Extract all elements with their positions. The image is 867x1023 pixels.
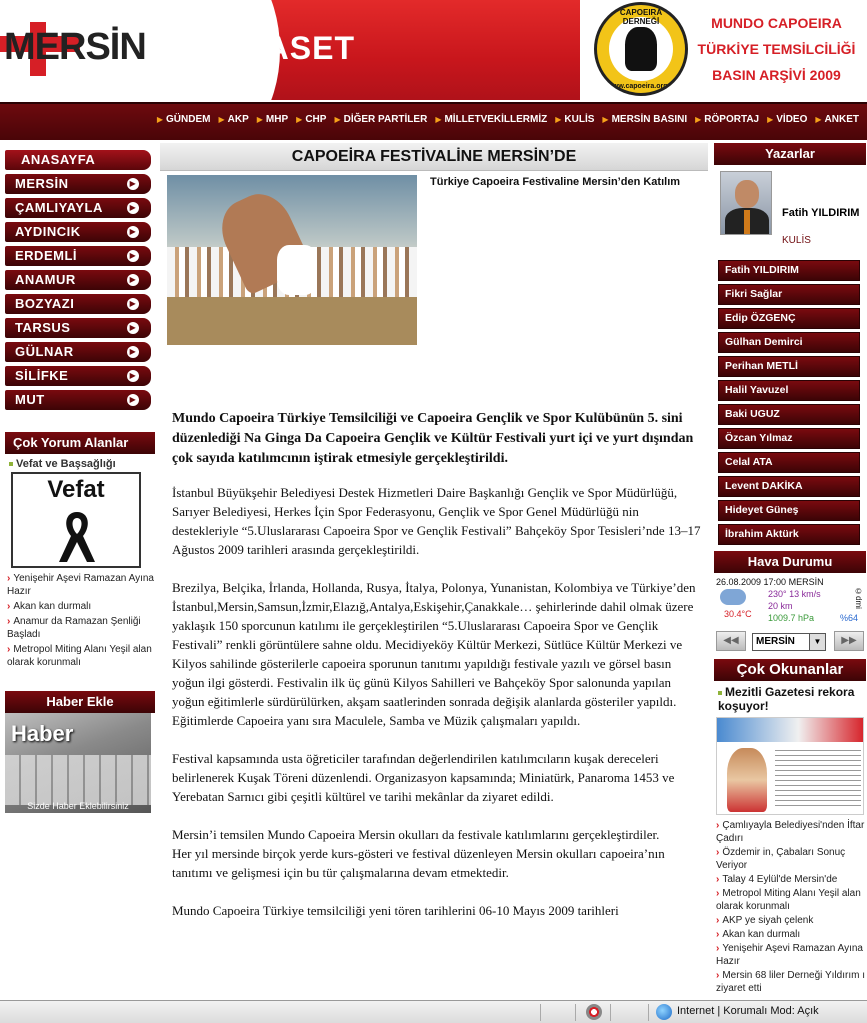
nav-item-anket[interactable]: ▶ ANKET xyxy=(815,114,859,125)
arrow-right-icon: ▶ xyxy=(815,115,822,124)
photo-ground xyxy=(167,297,417,345)
article-paragraph: Mundo Capoeira Türkiye temsilciliği yeni tören tarihlerini 06-10 Mayıs 2009 tarihleri xyxy=(172,903,619,918)
arrow-right-icon: › xyxy=(716,820,720,831)
cloud-icon xyxy=(720,589,746,605)
cok-yorum-link[interactable]: › Metropol Miting Alanı Yeşil alan olarak korunmalı xyxy=(7,644,152,668)
arrow-right-icon: ▶ xyxy=(256,115,263,124)
right-sidebar xyxy=(714,143,866,995)
writer-link[interactable]: Gülhan Demirci xyxy=(718,332,860,353)
featured-author-name: Fatih YILDIRIM xyxy=(782,207,860,219)
cok-yorum-link[interactable]: › Akan kan durmalı xyxy=(7,601,92,612)
menu-item-mut[interactable]: MUT ▶ xyxy=(5,390,151,410)
menu-item-camliyayla[interactable]: ÇAMLIYAYLA ▶ xyxy=(5,198,151,218)
featured-author-column: KULİS xyxy=(782,235,811,246)
nav-item-mersin-basini[interactable]: ▶ MERSİN BASINI xyxy=(602,114,688,125)
archive-line-2: TÜRKİYE TEMSİLCİLİĞİ xyxy=(697,41,856,57)
archive-title xyxy=(694,10,859,88)
popular-link[interactable]: › AKP ye siyah çelenk xyxy=(716,915,814,926)
popular-link[interactable]: › Mersin 68 liler Derneği Yıldırım ı ziyaret etti xyxy=(716,970,865,994)
popular-link[interactable]: › Talay 4 Eylül'de Mersin'de xyxy=(716,874,838,885)
arrow-right-icon: › xyxy=(716,970,720,981)
arrow-right-icon: ▶ xyxy=(218,115,225,124)
weather-temperature: 30.4°C xyxy=(724,609,752,619)
keyboard-image xyxy=(5,755,151,805)
top-nav xyxy=(0,102,867,140)
badge-bottom-text: www.capoeira.org.tr xyxy=(607,83,675,90)
popular-link[interactable]: › Özdemir in, Çabaları Sonuç Veriyor xyxy=(716,847,846,871)
article-lead: Mundo Capoeira Türkiye Temsilciliği ve Capoeira Gençlik ve Spor Kulübünün 5. sini düzenlediği Na Ginga Da Capoeira Gençlik ve Kültür Festivali yurt içi ve yurt dışından çok sayıda katılımcının iştirak etmesiyle gerçekleştirildi. xyxy=(172,411,694,466)
menu-item-silifke[interactable]: SİLİFKE ▶ xyxy=(5,366,151,386)
writer-link[interactable]: İbrahim Aktürk xyxy=(718,524,860,545)
article-photo xyxy=(167,175,417,345)
weather-source: ©dmi xyxy=(854,587,863,609)
chevron-down-icon: ▼ xyxy=(809,634,825,650)
section-title: SİYASET xyxy=(214,30,355,66)
popular-link[interactable]: › Yenişehir Aşevi Ramazan Ayına Hazır xyxy=(716,943,863,967)
status-divider xyxy=(540,1004,541,1021)
arrow-right-icon: › xyxy=(7,601,11,612)
arrow-right-icon: ▶ xyxy=(296,115,303,124)
nav-item-gundem[interactable]: ▶ GÜNDEM xyxy=(156,114,211,125)
cok-yorum-alanlar-box xyxy=(5,432,155,669)
black-ribbon-icon xyxy=(55,510,99,564)
weather-pressure: 1009.7 hPa xyxy=(768,613,815,623)
writer-link[interactable]: Hideyet Güneş xyxy=(718,500,860,521)
weather-wind: 230° 13 km/s xyxy=(768,589,821,599)
status-divider xyxy=(648,1004,649,1021)
arrow-right-icon: › xyxy=(7,616,11,627)
site-logo[interactable] xyxy=(0,22,200,74)
weather-humidity: %64 xyxy=(840,613,859,623)
cok-yorum-link[interactable]: › Yenişehir Aşevi Ramazan Ayına Hazır xyxy=(7,573,154,597)
haber-banner-title: Haber xyxy=(11,721,74,746)
arrow-right-icon: ▶ xyxy=(127,226,139,238)
arrow-right-icon: › xyxy=(716,915,720,926)
site-header xyxy=(0,0,867,102)
menu-item-aydincik[interactable]: AYDINCIK ▶ xyxy=(5,222,151,242)
article-body xyxy=(172,409,704,939)
arrow-right-icon: ▶ xyxy=(127,394,139,406)
nav-item-akp[interactable]: ▶ AKP xyxy=(218,114,249,125)
left-sidebar xyxy=(5,150,155,813)
arrow-right-icon: ▶ xyxy=(334,115,341,124)
writer-link[interactable]: Edip ÖZGENÇ xyxy=(718,308,860,329)
arrow-right-icon: ▶ xyxy=(127,250,139,262)
cok-yorum-link[interactable]: › Anamur da Ramazan Şenliği Başladı xyxy=(7,616,141,640)
badge-top-text: CAPOEIRA DERNEĞİ xyxy=(619,8,663,26)
protected-mode-icon[interactable] xyxy=(586,1004,602,1020)
browser-status-bar xyxy=(0,1000,867,1023)
avatar xyxy=(720,171,772,235)
archive-line-3: BASIN ARŞİVİ 2009 xyxy=(712,67,841,83)
weather-widget xyxy=(714,575,866,627)
city-select[interactable]: MERSİN ▼ xyxy=(752,633,826,651)
vefat-image[interactable] xyxy=(11,472,141,568)
avatar-tie xyxy=(744,210,750,234)
photo-fighter-2 xyxy=(277,245,317,295)
writer-link[interactable]: Özcan Yılmaz xyxy=(718,428,860,449)
featured-author[interactable] xyxy=(714,169,866,239)
haber-banner-subtitle: Sizde Haber Eklebilirsiniz xyxy=(27,801,129,811)
menu-item-tarsus[interactable]: TARSUS ▶ xyxy=(5,318,151,338)
popular-link[interactable]: › Akan kan durmalı xyxy=(716,929,801,940)
security-zone-text[interactable]: Internet | Korumalı Mod: Açık xyxy=(677,1005,819,1017)
menu-item-mersin[interactable]: MERSİN ▶ xyxy=(5,174,151,194)
arrow-right-icon: › xyxy=(716,929,720,940)
bullet-icon xyxy=(9,462,13,466)
arrow-right-icon: ▶ xyxy=(555,115,562,124)
prev-city-button[interactable]: ◀◀ xyxy=(716,631,746,651)
globe-icon xyxy=(656,1004,672,1020)
article-paragraph: Mersin’i temsilen Mundo Capoeira Mersin okulları da festivale katılımlarını gerçekleştirdiler. Her yıl mersinde birçok yerde kurs-gösteri ve festival düzenleyen Mersin okulları capoeira’nın tanıtımı ve gelişmesi için bu tür çalışmalarına devam etmektedir. xyxy=(172,827,665,880)
arrow-right-icon: › xyxy=(716,943,720,954)
yazarlar-title: Yazarlar xyxy=(714,143,866,165)
article-caption: Türkiye Capoeira Festivaline Mersin’den Katılım xyxy=(430,176,681,188)
status-divider xyxy=(575,1004,576,1021)
arrow-right-icon: ▶ xyxy=(695,115,702,124)
weather-distance: 20 km xyxy=(768,601,793,611)
arrow-right-icon: ▶ xyxy=(127,322,139,334)
popular-link[interactable]: › Çamlıyayla Belediyesi'nden İftar Çadırı xyxy=(716,820,865,844)
nav-item-diger-partiler[interactable]: ▶ DİĞER PARTİLER xyxy=(334,114,428,125)
article-title: CAPOEİRA FESTİVALİNE MERSİN’DE xyxy=(160,143,708,171)
haber-ekle-banner[interactable] xyxy=(5,713,151,813)
popular-link[interactable]: › Metropol Miting Alanı Yeşil alan olarak korunmalı xyxy=(716,888,861,912)
article-paragraph: İstanbul Büyükşehir Belediyesi Destek Hizmetleri Daire Başkanlığı Gençlik ve Spor Müdürlüğü, Sarıyer Belediyesi, Herkes İçin Spor Federasyonu, Gençlik ve Spor Genel Müdürlüğü nin destekleriyle “5.Uluslararası Capoeira Spor ve Gençlik Festivali” Bahçeköy Spor Tesisleri’nde 13–17 Ağustos 2009 tarihleri arasında gerçekleştirildi. xyxy=(172,485,701,557)
next-city-button[interactable]: ▶▶ xyxy=(834,631,864,651)
arrow-right-icon: ▶ xyxy=(127,370,139,382)
cok-yorum-title: Çok Yorum Alanlar xyxy=(5,432,155,454)
writer-link[interactable]: Celal ATA xyxy=(718,452,860,473)
city-selector xyxy=(714,629,866,653)
menu-item-anamur[interactable]: ANAMUR ▶ xyxy=(5,270,151,290)
weather-box xyxy=(714,551,866,653)
bullet-icon xyxy=(718,691,722,695)
menu-item-erdemli[interactable]: ERDEMLİ ▶ xyxy=(5,246,151,266)
cok-okunanlar-box xyxy=(714,659,866,995)
article-main xyxy=(160,143,708,918)
writer-link[interactable]: Perihan METLİ xyxy=(718,356,860,377)
arrow-right-icon: › xyxy=(716,888,720,899)
logo-text: MERSİN xyxy=(4,26,146,68)
menu-item-gulnar[interactable]: GÜLNAR ▶ xyxy=(5,342,151,362)
arrow-right-icon: ▶ xyxy=(127,178,139,190)
haber-ekle-box xyxy=(5,691,155,813)
nav-item-video[interactable]: ▶ VİDEO xyxy=(767,114,808,125)
capoeira-badge-logo[interactable] xyxy=(594,2,688,96)
arrow-right-icon: › xyxy=(716,874,720,885)
menu-item-anasayfa[interactable]: ANASAYFA xyxy=(5,150,151,170)
cok-okunanlar-featured[interactable]: Mezitli Gazetesi rekora koşuyor! xyxy=(718,685,855,713)
arrow-right-icon: › xyxy=(7,573,11,584)
writer-link[interactable]: Halil Yavuzel xyxy=(718,380,860,401)
status-divider xyxy=(610,1004,611,1021)
arrow-right-icon: ▶ xyxy=(602,115,609,124)
cok-yorum-featured[interactable]: Vefat ve Başsağlığı xyxy=(9,458,155,470)
capoeira-figure-icon xyxy=(625,27,657,71)
newspaper-masthead xyxy=(717,718,864,742)
haber-ekle-title: Haber Ekle xyxy=(5,691,155,713)
arrow-right-icon: ▶ xyxy=(127,298,139,310)
nav-item-mhp[interactable]: ▶ MHP xyxy=(256,114,289,125)
archive-line-1: MUNDO CAPOEIRA xyxy=(711,15,842,31)
article-paragraph: Brezilya, Belçika, İrlanda, Hollanda, Rusya, İtalya, Polonya, Yunanistan, Kolombiya ve Türkiye’den İstanbul,Mersin,Samsun,İzmir,Elazığ,Antalya,Eskişehir,Çanakkale… şehirlerinde dahil olmak üzere yaklaşık 150 sporcunun katılımı ile gerçekleştirilen “5.Uluslararası Capoeira Spor ve Gençlik Festivali” renkli görüntülere sahne oldu. Mecidiyeköy Kültür Merkezi, Sütlüce Kültür Merkezi ve Kilyos sahilinde gösterilerle capoeira sporunun tanıtımı yapıldığı festivale yazılı ve görsel basın yoğun ilgi gösterdi. Festivalin ilk üç günü Kilyos Sahilleri ve Bahçeköy Spor salonunda yapılan yoğun eğitimlerle sürdürülürken, akşam saatlerinden sonrada değişik alanlarda gösteriler yapıldı. Eğitimlerde Capoeira yanı sıra Maculele, Samba ve Müzik çalışmaları yapıldı. xyxy=(172,580,696,728)
arrow-right-icon: › xyxy=(7,644,11,655)
newspaper-thumbnail[interactable] xyxy=(716,717,864,815)
arrow-right-icon: ▶ xyxy=(435,115,442,124)
arrow-right-icon: ▶ xyxy=(767,115,774,124)
newspaper-text-lines xyxy=(775,750,861,810)
arrow-right-icon: ▶ xyxy=(127,346,139,358)
article-paragraph: Festival kapsamında usta öğreticiler tarafından değerlendirilen katılımcıların kuşak dereceleri belirlenerek Kuşak Töreni düzenlendi. Organizasyon kapsamında; Miniatürk, Panaroma 1453 ve Yerebatan Sarnıcı gibi çeşitli kültürel ve tarihi mekânlar da ziyaret edildi. xyxy=(172,751,675,804)
writer-link[interactable]: Baki UGUZ xyxy=(718,404,860,425)
nav-item-kulis[interactable]: ▶ KULİS xyxy=(555,114,595,125)
nav-item-chp[interactable]: ▶ CHP xyxy=(296,114,327,125)
nav-item-roportaj[interactable]: ▶ RÖPORTAJ xyxy=(695,114,760,125)
weather-date: 26.08.2009 17:00 MERSİN xyxy=(716,577,824,587)
writer-link[interactable]: Levent DAKİKA xyxy=(718,476,860,497)
nav-item-milletvekilleri[interactable]: ▶ MİLLETVEKİLLERMİZ xyxy=(435,114,548,125)
arrow-right-icon: ▶ xyxy=(127,274,139,286)
arrow-right-icon: › xyxy=(716,847,720,858)
menu-item-bozyazi[interactable]: BOZYAZI ▶ xyxy=(5,294,151,314)
weather-title: Hava Durumu xyxy=(714,551,866,573)
newspaper-photo xyxy=(727,748,767,812)
arrow-right-icon: ▶ xyxy=(156,115,164,124)
vefat-image-text: Vefat xyxy=(47,476,105,503)
writer-link[interactable]: Fikri Sağlar xyxy=(718,284,860,305)
arrow-right-icon: ▶ xyxy=(127,202,139,214)
cok-okunanlar-title: Çok Okunanlar xyxy=(714,659,866,681)
avatar-face xyxy=(735,180,759,208)
writer-link[interactable]: Fatih YILDIRIM xyxy=(718,260,860,281)
